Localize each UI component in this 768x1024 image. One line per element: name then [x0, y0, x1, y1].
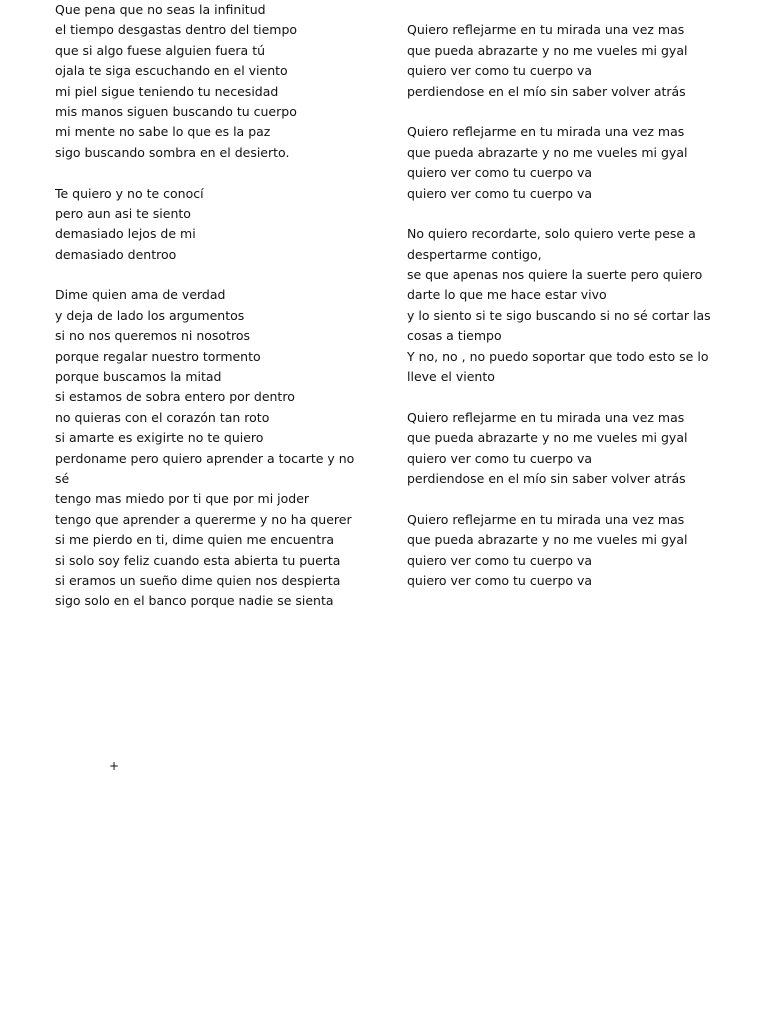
lyric-line: Que pena que no seas la infinitud: [55, 2, 266, 17]
stanza-break: [407, 489, 727, 509]
lyric-line: lleve el viento: [407, 369, 495, 385]
lyric-line: sé: [55, 470, 70, 486]
lyric-line: Quiero reflejarme en tu mirada una vez mas: [407, 22, 685, 38]
lyric-line: Quiero reflejarme en tu mirada una vez mas: [407, 409, 685, 425]
lyric-line: quiero ver como tu cuerpo va: [407, 450, 593, 466]
lyric-line: y deja de lado los argumentos: [55, 307, 245, 323]
lyric-line: sigo solo en el banco porque nadie se sienta: [55, 593, 334, 609]
lyric-line: Dime quien ama de verdad: [55, 287, 226, 303]
lyric-line: quiero ver como tu cuerpo va: [407, 572, 593, 588]
lyric-line: Quiero reflejarme en tu mirada una vez mas: [407, 124, 685, 140]
lyric-line: y lo siento si te sigo buscando si no sé cortar las: [407, 307, 711, 323]
lyric-line: Te quiero y no te conocí: [55, 185, 204, 201]
lyric-line: No quiero recordarte, solo quiero verte pese a: [407, 226, 696, 242]
lyric-line: Quiero reflejarme en tu mirada una vez mas: [407, 511, 685, 527]
lyric-line: pero aun asi te siento: [55, 205, 191, 221]
lyric-line: si me pierdo en ti, dime quien me encuentra: [55, 532, 335, 548]
lyric-line: si amarte es exigirte no te quiero: [55, 430, 264, 446]
lyric-line: que pueda abrazarte y no me vueles mi gyal: [407, 532, 688, 548]
lyric-line: porque buscamos la mitad: [55, 369, 222, 385]
lyrics-left-column: [55, 0, 370, 612]
lyric-line: el tiempo desgastas dentro del tiempo: [55, 22, 298, 38]
lyric-line: demasiado lejos de mi: [55, 226, 196, 242]
lyric-line: perdiendose en el mío sin saber volver atrás: [407, 83, 686, 99]
lyric-line: porque regalar nuestro tormento: [55, 348, 261, 364]
lyric-line: mi piel sigue teniendo tu necesidad: [55, 83, 279, 99]
lyric-line: si no nos queremos ni nosotros: [55, 328, 250, 344]
lyric-line: que pueda abrazarte y no me vueles mi gyal: [407, 42, 688, 58]
lyric-line: no quieras con el corazón tan roto: [55, 409, 270, 425]
stanza-break: [407, 0, 727, 20]
lyric-line: darte lo que me hace estar vivo: [407, 287, 607, 303]
lyric-line: mis manos siguen buscando tu cuerpo: [55, 103, 297, 119]
lyric-line: quiero ver como tu cuerpo va: [407, 63, 593, 79]
lyrics-right-column: [407, 0, 727, 591]
lyric-line: quiero ver como tu cuerpo va: [407, 552, 593, 568]
lyric-line: que pueda abrazarte y no me vueles mi gyal: [407, 144, 688, 160]
stanza-break: [407, 387, 727, 407]
lyric-line: se que apenas nos quiere la suerte pero quiero: [407, 267, 703, 283]
lyric-line: ojala te siga escuchando en el viento: [55, 63, 288, 79]
plus-mark: +: [109, 759, 120, 773]
lyric-line: que si algo fuese alguien fuera tú: [55, 42, 266, 58]
lyric-line: que pueda abrazarte y no me vueles mi gyal: [407, 430, 688, 446]
lyric-line: quiero ver como tu cuerpo va: [407, 165, 593, 181]
lyric-line: mi mente no sabe lo que es la paz: [55, 124, 271, 140]
lyric-line: despertarme contigo,: [407, 246, 542, 262]
lyric-line: si eramos un sueño dime quien nos despierta: [55, 572, 341, 588]
lyric-line: Y no, no , no puedo soportar que todo esto se lo: [407, 348, 709, 364]
lyric-line: sigo buscando sombra en el desierto.: [55, 144, 290, 160]
stanza-break: [55, 265, 370, 285]
lyric-line: demasiado dentroo: [55, 246, 177, 262]
lyric-line: si solo soy feliz cuando esta abierta tu puerta: [55, 552, 341, 568]
lyric-line: perdoname pero quiero aprender a tocarte y no: [55, 450, 355, 466]
lyric-line: tengo mas miedo por ti que por mi joder: [55, 491, 310, 507]
lyric-line: quiero ver como tu cuerpo va: [407, 185, 593, 201]
lyric-line: perdiendose en el mío sin saber volver atrás: [407, 470, 686, 486]
lyric-line: tengo que aprender a quererme y no ha querer: [55, 511, 352, 527]
stanza-break: [407, 204, 727, 224]
stanza-break: [55, 163, 370, 183]
lyric-line: si estamos de sobra entero por dentro: [55, 389, 295, 405]
stanza-break: [407, 102, 727, 122]
lyric-line: cosas a tiempo: [407, 328, 502, 344]
